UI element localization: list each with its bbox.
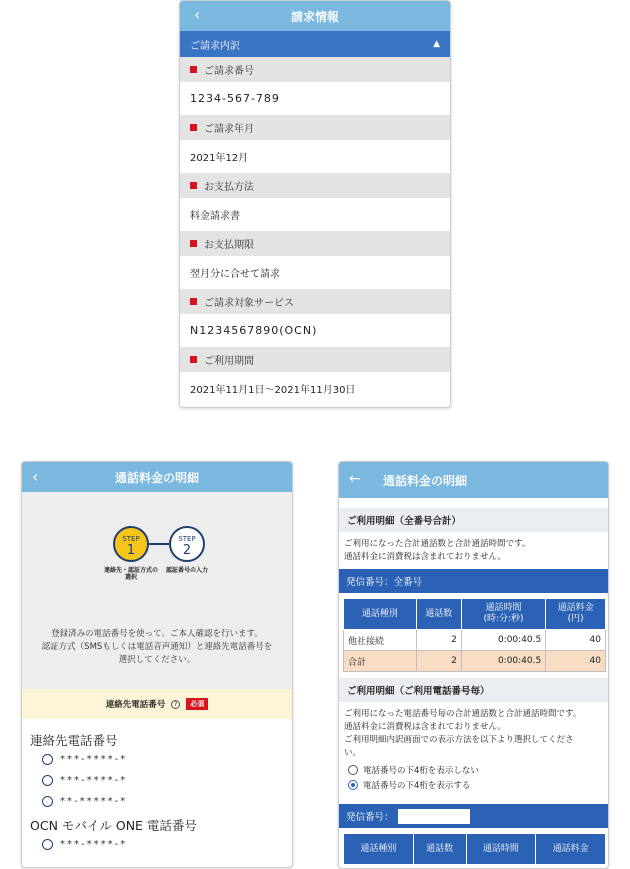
caller-number-field[interactable] <box>398 809 470 824</box>
text-line: ご利用になった合計通話数と合計通話時間です。 <box>344 539 531 549</box>
option-hide-label: 電話番号の下4桁を表示しない <box>363 765 479 776</box>
verification-panel <box>21 461 293 868</box>
step-2-number: 2 <box>182 543 192 558</box>
table-header-cell: 通話種別 <box>344 599 417 630</box>
section-total-heading: ご利用明細（全番号合計） <box>339 508 608 532</box>
row-label-text: ご利用期間 <box>204 356 254 367</box>
phone-number-option[interactable] <box>22 749 292 770</box>
billing-breakdown-accordion[interactable] <box>180 31 450 57</box>
back-arrow-icon[interactable]: ← <box>349 471 361 487</box>
call-summary-table <box>343 598 606 672</box>
red-square-icon <box>190 298 197 305</box>
radio-show-last4[interactable] <box>348 780 358 790</box>
section-contact-numbers: 連絡先電話番号 <box>30 733 118 748</box>
billing-row-value: 1234-567-789 <box>180 82 450 115</box>
verification-description <box>22 628 292 667</box>
collapse-triangle-icon[interactable]: ▲ <box>433 39 440 49</box>
row-label-text: ご請求番号 <box>204 66 254 77</box>
text-line: い。 <box>344 748 362 758</box>
billing-row-label <box>180 115 450 140</box>
section-per-number-heading: ご利用明細（ご利用電話番号毎） <box>339 678 608 702</box>
description-line: 選択してください。 <box>118 655 196 665</box>
red-square-icon <box>190 182 197 189</box>
help-icon[interactable]: ? <box>171 700 180 709</box>
call-detail-table <box>343 833 606 865</box>
radio-hide-last4[interactable] <box>348 765 358 775</box>
caller-number-label: 発信番号： <box>346 812 394 823</box>
table-header-cell: 通話時間 (時:分:秒) <box>461 599 545 630</box>
step-connector <box>149 543 169 545</box>
section-ocn-numbers: OCN モバイル ONE 電話番号 <box>30 818 197 833</box>
text-line: ご利用になった電話番号毎の合計通話数と合計通話時間です。 <box>344 709 582 719</box>
caller-all-bar: 発信番号：全番号 <box>339 569 608 593</box>
masked-number: ***-****-* <box>60 754 128 765</box>
section-total-text <box>339 532 608 569</box>
back-chevron-icon[interactable]: ‹ <box>194 5 201 24</box>
masked-number: **-*****-* <box>60 796 128 807</box>
table-header-cell: 通話料金 <box>536 834 606 865</box>
option-show-label: 電話番号の下4桁を表示する <box>363 780 471 791</box>
description-line: 認証方式（SMSもしくは電話音声通知）と連絡先電話番号を <box>41 642 273 652</box>
billing-row-value: 料金請求書 <box>180 198 450 231</box>
description-line: 登録済みの電話番号を使って、ご本人確認を行います。 <box>51 629 263 639</box>
phone-number-option[interactable] <box>22 770 292 791</box>
table-cell-type: 合計 <box>344 651 417 672</box>
billing-row-value: 2021年11月1日～2021年11月30日 <box>180 372 450 405</box>
phone-number-option[interactable] <box>22 834 292 855</box>
red-square-icon <box>190 124 197 131</box>
radio-circle-icon[interactable] <box>42 839 53 850</box>
required-badge: 必須 <box>186 698 208 710</box>
step-1-indicator <box>113 526 149 562</box>
table-cell-time: 0:00:40.5 <box>461 630 545 651</box>
details-header <box>339 462 608 498</box>
caller-number-bar <box>339 804 608 828</box>
billing-row-label <box>180 289 450 314</box>
step-1-label: STEP <box>122 535 140 543</box>
contact-number-heading <box>22 689 292 719</box>
table-header-cell: 通話数 <box>416 599 461 630</box>
table-header-cell: 通話料金 (円) <box>546 599 606 630</box>
accordion-label: ご請求内訳 <box>190 40 240 52</box>
call-details-panel <box>338 461 609 869</box>
table-cell-fee: 40 <box>546 651 606 672</box>
radio-circle-icon[interactable] <box>42 796 53 807</box>
red-square-icon <box>190 356 197 363</box>
row-label-text: お支払期限 <box>204 240 254 251</box>
step-1-number: 1 <box>126 543 136 558</box>
billing-row-value: 翌月分に合せて請求 <box>180 256 450 289</box>
radio-circle-icon[interactable] <box>42 754 53 765</box>
billing-row-value: N1234567890(OCN) <box>180 314 450 347</box>
billing-row-label <box>180 231 450 256</box>
step-1-caption: 連絡先・認証方式の選択 <box>104 567 159 581</box>
table-cell-count: 2 <box>416 651 461 672</box>
text-line: ご利用明細内訳画面での表示方法を以下より選択してくださ <box>344 735 574 745</box>
contact-number-label: 連絡先電話番号 <box>105 700 166 710</box>
verification-header <box>22 462 292 492</box>
step-2-indicator <box>169 526 205 562</box>
step-2-caption: 認証番号の入力 <box>165 567 208 574</box>
details-title: 通話料金の明細 <box>383 473 468 488</box>
masked-number: ***-****-* <box>60 839 128 850</box>
table-cell-time: 0:00:40.5 <box>461 651 545 672</box>
option-hide-last4[interactable] <box>339 762 608 777</box>
back-chevron-icon[interactable]: ‹ <box>32 467 39 486</box>
row-label-text: ご請求対象サービス <box>204 298 294 309</box>
text-line: 通話料金に消費税は含まれておりません。 <box>344 722 507 732</box>
step-2-label: STEP <box>178 535 196 543</box>
table-cell-fee: 40 <box>546 630 606 651</box>
table-header-cell: 通話種別 <box>344 834 414 865</box>
red-square-icon <box>190 66 197 73</box>
billing-row-label <box>180 57 450 82</box>
section-per-number-text <box>339 702 608 762</box>
red-square-icon <box>190 240 197 247</box>
billing-row-label <box>180 173 450 198</box>
option-show-last4[interactable] <box>339 777 608 792</box>
table-cell-count: 2 <box>416 630 461 651</box>
table-header-cell: 通話数 <box>413 834 466 865</box>
phone-number-option[interactable] <box>22 791 292 812</box>
billing-panel <box>179 0 451 408</box>
table-row <box>344 651 606 672</box>
text-line: 通話料金に消費税は含まれておりません。 <box>344 552 507 562</box>
billing-row-label <box>180 347 450 372</box>
row-label-text: お支払方法 <box>204 182 254 193</box>
billing-row-value: 2021年12月 <box>180 140 450 173</box>
verification-title: 通話料金の明細 <box>114 470 199 485</box>
billing-header <box>180 1 450 31</box>
masked-number: ***-****-* <box>60 775 128 786</box>
table-header-cell: 通話時間 <box>466 834 536 865</box>
row-label-text: ご請求年月 <box>204 124 254 135</box>
step-area <box>22 492 292 689</box>
table-row <box>344 630 606 651</box>
table-cell-type: 他社接続 <box>344 630 417 651</box>
billing-title: 請求情報 <box>290 9 339 24</box>
radio-circle-icon[interactable] <box>42 775 53 786</box>
